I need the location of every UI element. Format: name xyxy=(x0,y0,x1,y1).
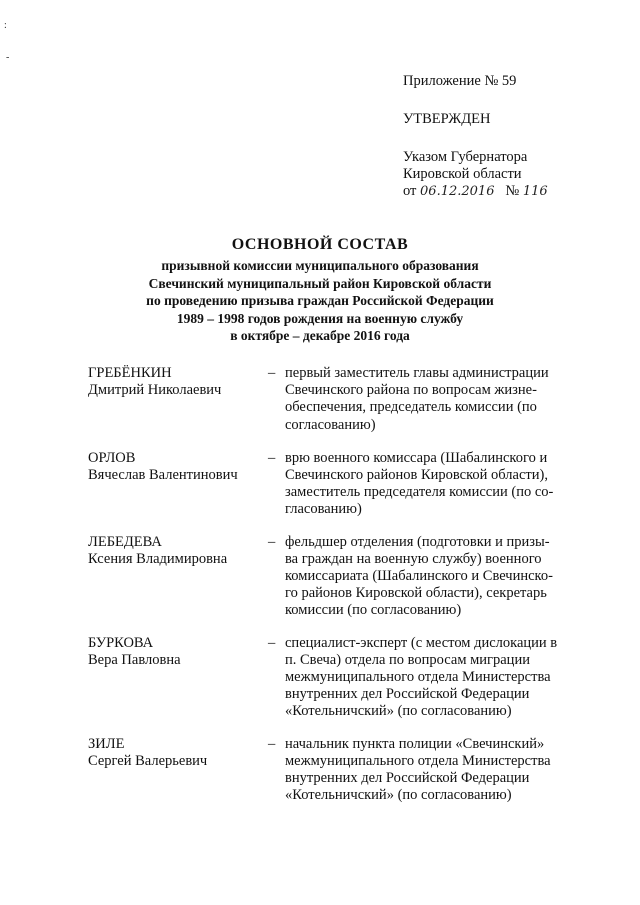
member-entry xyxy=(88,365,578,434)
member-surname: ГРЕБЁНКИН xyxy=(88,365,172,381)
member-role xyxy=(285,365,568,434)
role-line: внутренних дел Российской Федерации xyxy=(285,686,530,703)
role-line: обеспечения, председатель комиссии (по xyxy=(285,399,537,416)
role-line: комиссии (по согласованию) xyxy=(285,602,462,619)
role-line: межмуниципального отдела Министерства xyxy=(285,669,551,686)
member-given-name: Ксения Владимировна xyxy=(88,550,228,567)
member-entry xyxy=(88,450,578,519)
appendix-number: Приложение № 59 xyxy=(403,73,517,89)
member-entry xyxy=(88,534,578,620)
members-list xyxy=(88,365,578,804)
title-line-5: в октябре – декабре 2016 года xyxy=(230,328,410,343)
role-line: го районов Кировской области), секретарь xyxy=(285,585,547,602)
decree-line-2: Кировской области xyxy=(403,166,522,182)
role-line: комиссариата (Шабалинского и Свечинско- xyxy=(285,568,553,585)
decree-date-line xyxy=(403,183,548,200)
role-line: первый заместитель главы администрации xyxy=(285,365,549,381)
role-line: согласованию) xyxy=(285,416,376,433)
member-surname: ЛЕБЕДЕВА xyxy=(88,533,162,550)
date-prefix: от xyxy=(403,183,417,199)
member-surname: ОРЛОВ xyxy=(88,449,136,466)
role-line: ва граждан на военную службу) военного xyxy=(285,550,542,567)
member-name xyxy=(88,365,268,434)
member-name xyxy=(88,635,268,721)
member-role xyxy=(285,736,568,805)
member-given-name: Дмитрий Николаевич xyxy=(88,382,222,399)
role-line: межмуниципального отдела Министерства xyxy=(285,752,551,769)
title-main: ОСНОВНОЙ СОСТАВ xyxy=(231,236,409,253)
member-given-name: Вячеслав Валентинович xyxy=(88,467,238,484)
margin-mark-top: : xyxy=(4,20,7,31)
member-given-name: Сергей Валерьевич xyxy=(88,752,208,769)
role-line: начальник пункта полиции «Свечинский» xyxy=(285,735,545,752)
approved-label: УТВЕРЖДЕН xyxy=(403,111,491,127)
role-line: заместитель председателя комиссии (по со- xyxy=(285,484,554,501)
member-name xyxy=(88,736,268,805)
title-line-3: по проведению призыва граждан Российской Федерации xyxy=(146,293,494,308)
member-surname: БУРКОВА xyxy=(88,634,154,651)
role-line: внутренних дел Российской Федерации xyxy=(285,770,530,787)
member-given-name: Вера Павловна xyxy=(88,651,181,668)
member-entry xyxy=(88,736,578,805)
role-line: врю военного комиссара (Шабалинского и xyxy=(285,449,548,466)
member-surname: ЗИЛЕ xyxy=(88,735,125,752)
role-line: «Котельничский» (по согласованию) xyxy=(285,703,512,720)
handwritten-number: 116 xyxy=(522,184,548,199)
title-line-4: 1989 – 1998 годов рождения на военную службу xyxy=(176,310,464,326)
document-title xyxy=(0,236,640,345)
member-dash: – xyxy=(268,365,276,381)
title-line-2: Свечинский муниципальный район Кировской области xyxy=(148,275,492,291)
handwritten-date: 06.12.2016 xyxy=(420,184,495,199)
member-role xyxy=(285,450,568,519)
member-dash: – xyxy=(268,634,276,651)
title-line-1: призывной комиссии муниципального образования xyxy=(161,258,479,273)
member-entry xyxy=(88,635,578,721)
member-dash: – xyxy=(268,735,276,752)
member-dash: – xyxy=(268,533,276,550)
member-role xyxy=(285,635,568,721)
approval-block xyxy=(403,73,548,200)
role-line: п. Свеча) отдела по вопросам миграции xyxy=(285,651,530,668)
role-line: Свечинского района по вопросам жизне- xyxy=(285,382,537,399)
member-dash: – xyxy=(268,449,276,466)
role-line: гласованию) xyxy=(285,501,362,518)
decree-line-1: Указом Губернатора xyxy=(403,149,528,165)
role-line: фельдшер отделения (подготовки и призы- xyxy=(285,533,550,550)
role-line: специалист-эксперт (с местом дислокации в xyxy=(285,634,558,651)
member-name xyxy=(88,450,268,519)
member-name xyxy=(88,534,268,620)
role-line: Свечинского районов Кировской области), xyxy=(285,467,548,484)
margin-mark-bottom: - xyxy=(6,52,10,63)
number-prefix: № xyxy=(505,183,520,199)
member-role xyxy=(285,534,568,620)
role-line: «Котельничский» (по согласованию) xyxy=(285,787,512,804)
